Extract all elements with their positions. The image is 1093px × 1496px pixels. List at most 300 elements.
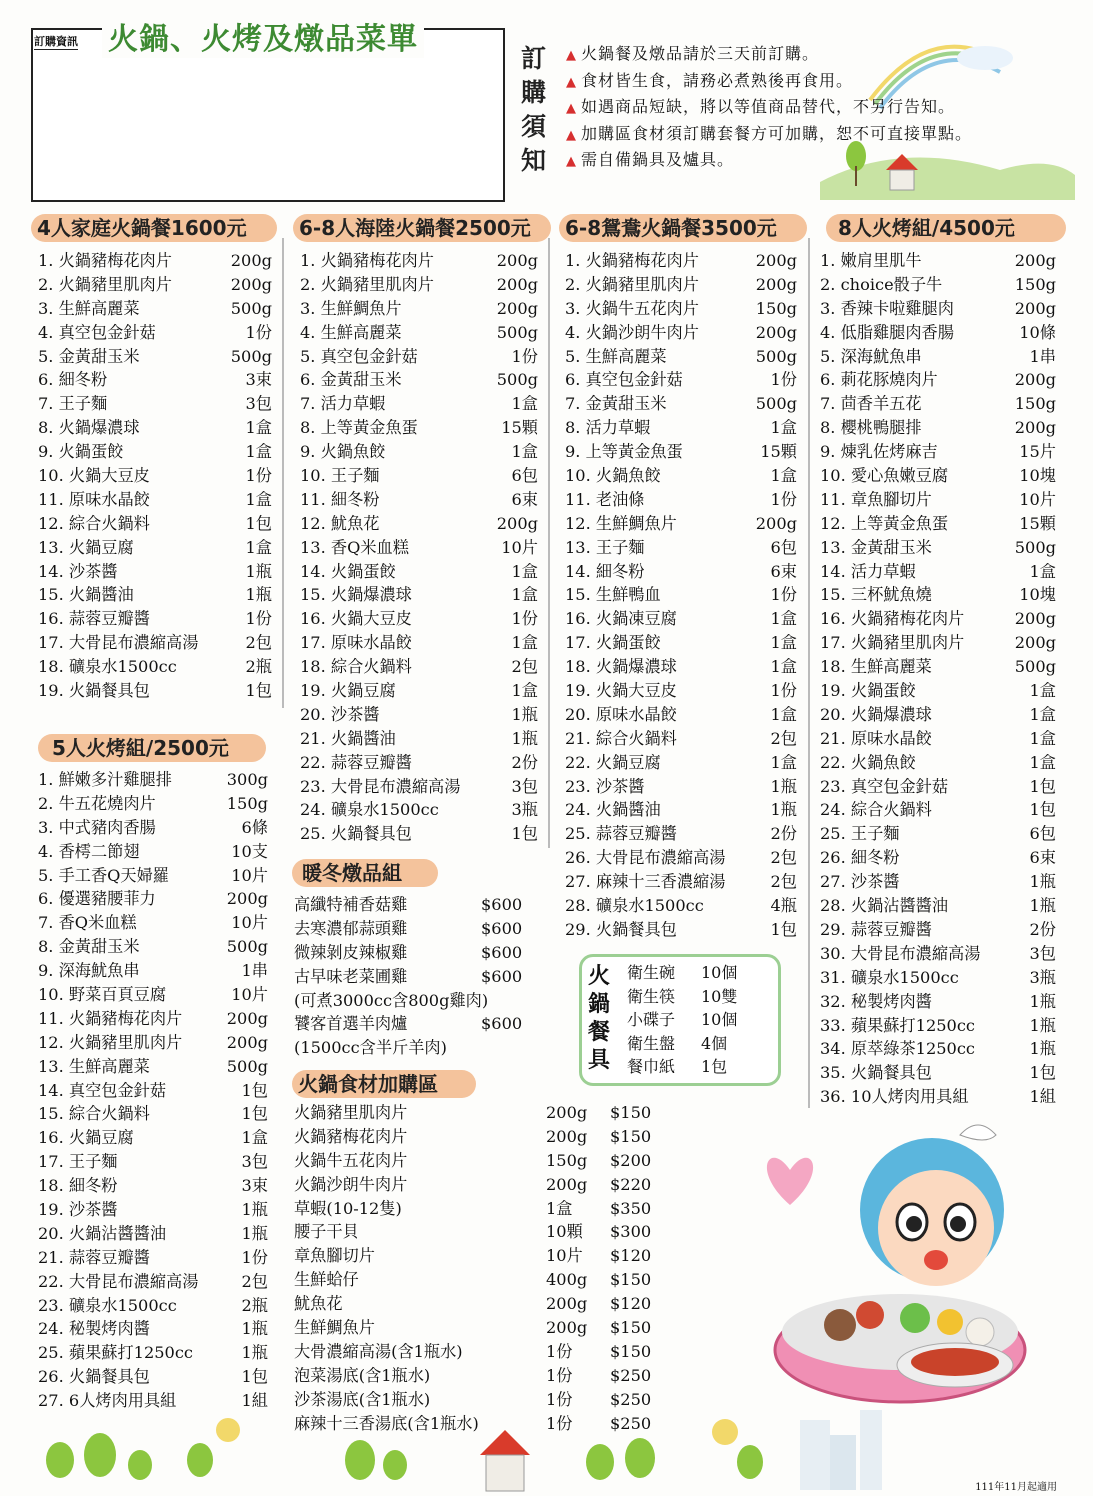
menu-item-name: 9. 火鍋魚餃 [300, 442, 386, 462]
menu-item-name: 22. 火鍋魚餃 [820, 752, 916, 772]
menu-item-name: 30. 大骨昆布濃縮高湯 [820, 943, 981, 963]
menu-item [38, 321, 272, 345]
menu-item-name: 12. 綜合火鍋料 [38, 513, 150, 533]
menu-item-quantity: 1份 [770, 585, 797, 605]
menu-item-name: 16. 火鍋豬梅花肉片 [820, 609, 965, 629]
menu-item-name: 6. 莿花豚燒肉片 [820, 370, 938, 390]
menu-item-quantity: 3包 [241, 1152, 268, 1172]
menu-item [565, 440, 797, 464]
menu-item-name: 33. 蘋果蘇打1250cc [820, 1015, 975, 1035]
menu-item-name: 16. 火鍋大豆皮 [300, 609, 412, 629]
menu-item-name: 11. 原味水晶餃 [38, 489, 150, 509]
menu-item-quantity: 1盒 [245, 442, 272, 462]
addon-item [294, 1244, 664, 1268]
menu-item-quantity: 1盒 [1029, 561, 1056, 581]
menu-item-quantity: 200g [755, 513, 797, 533]
menu-item-quantity: 6束 [511, 489, 538, 509]
menu-item [300, 631, 538, 655]
menu-item-name: 21. 原味水晶餃 [820, 728, 932, 748]
menu-item-name: 7. 茴香羊五花 [820, 394, 922, 414]
utensil-item-quantity: 10個 [701, 1010, 738, 1029]
addon-item-name: 腰子干貝 [294, 1222, 359, 1242]
menu-item-name: 13. 生鮮高麗菜 [38, 1056, 150, 1076]
menu-item [38, 536, 272, 560]
menu-item-quantity: 3瓶 [511, 800, 538, 820]
menu-item [38, 368, 272, 392]
menu-item-name: 25. 蒜蓉豆瓣醬 [565, 824, 677, 844]
menu-item [565, 775, 797, 799]
stew-item-name: (可煮3000cc含800g雞肉) [294, 990, 489, 1010]
menu-item-quantity: 1包 [770, 919, 797, 939]
family-hotpot-list [38, 249, 272, 703]
menu-item-name: 6. 細冬粉 [38, 370, 108, 390]
menu-item [565, 321, 797, 345]
menu-item [565, 679, 797, 703]
addon-item-price: $250 [610, 1365, 652, 1385]
menu-item-quantity: 500g [230, 298, 272, 318]
menu-item [820, 416, 1056, 440]
addon-item-quantity: 200g [546, 1318, 588, 1338]
menu-item [820, 966, 1056, 990]
menu-item-name: 21. 綜合火鍋料 [565, 728, 677, 748]
menu-item-name: 10. 愛心魚嫩豆腐 [820, 466, 949, 486]
menu-item-quantity: 2包 [770, 728, 797, 748]
notice-item: ▲ 加購區食材須訂購套餐方可加購，恕不可直接單點。 [566, 122, 972, 149]
utensil-item-name: 衛生碗 [627, 963, 676, 982]
menu-item-name: 14. 火鍋蛋餃 [300, 561, 396, 581]
menu-item-quantity: 200g [230, 274, 272, 294]
menu-item-name: 22. 火鍋豆腐 [565, 752, 661, 772]
menu-item-quantity: 150g [1014, 274, 1056, 294]
menu-item-quantity: 10條 [1019, 322, 1056, 342]
utensil-item-quantity: 10雙 [701, 986, 738, 1006]
menu-item [300, 536, 538, 560]
addon-item-price: $150 [610, 1270, 652, 1290]
addon-item-name: 沙茶湯底(含1瓶水) [294, 1389, 431, 1409]
menu-item-name: 12. 上等黃金魚蛋 [820, 513, 949, 533]
menu-item-quantity: 6條 [241, 817, 268, 837]
menu-item-name: 24. 礦泉水1500cc [300, 800, 439, 820]
addon-item-name: 生鮮鯛魚片 [294, 1318, 375, 1338]
menu-item [820, 942, 1056, 966]
menu-item-quantity: 1瓶 [770, 800, 797, 820]
menu-item-name: 3. 火鍋牛五花肉片 [565, 298, 699, 318]
menu-item-quantity: 200g [755, 251, 797, 270]
menu-item-quantity: 1份 [770, 681, 797, 701]
menu-item [565, 416, 797, 440]
menu-item-name: 17. 火鍋豬里肌肉片 [820, 633, 965, 653]
addon-item-price: $150 [610, 1341, 652, 1361]
menu-item-name: 18. 綜合火鍋料 [300, 657, 412, 677]
notice-item: ▲ 需自備鍋具及爐具。 [566, 148, 972, 175]
menu-item-quantity: 2包 [770, 872, 797, 892]
addon-item [294, 1173, 664, 1197]
menu-item-quantity: 1盒 [245, 418, 272, 438]
menu-item-name: 7. 金黃甜玉米 [565, 394, 667, 414]
menu-item-quantity: 1盒 [770, 609, 797, 629]
menu-item-quantity: 15顆 [760, 442, 797, 462]
addon-item-price: $150 [610, 1103, 652, 1122]
menu-item [820, 918, 1056, 942]
menu-item [300, 775, 538, 799]
menu-item-name: 3. 香辣卡啦雞腿肉 [820, 298, 954, 318]
addon-item-price: $250 [610, 1389, 652, 1409]
menu-item [38, 560, 272, 584]
menu-item [565, 464, 797, 488]
menu-item-name: 4. 生鮮高麗菜 [300, 322, 402, 342]
menu-item-quantity: 200g [230, 251, 272, 270]
menu-item-quantity: 200g [1014, 251, 1056, 270]
menu-item-quantity: 6束 [1029, 848, 1056, 868]
menu-item [300, 345, 538, 369]
menu-item-quantity: 1包 [241, 1104, 268, 1124]
menu-item [820, 392, 1056, 416]
menu-item-quantity: 200g [226, 1008, 268, 1028]
menu-item [300, 249, 538, 273]
stew-item [294, 893, 544, 917]
addon-item-name: 草蝦(10-12隻) [294, 1198, 402, 1218]
menu-item-quantity: 200g [496, 274, 538, 294]
menu-item-name: 15. 生鮮鴨血 [565, 585, 661, 605]
menu-item [820, 536, 1056, 560]
menu-item-quantity: 2份 [1029, 919, 1056, 939]
menu-item-name: 1. 火鍋豬梅花肉片 [565, 251, 699, 270]
menu-item-quantity: 1份 [511, 609, 538, 629]
menu-item [565, 655, 797, 679]
menu-item [38, 679, 272, 703]
menu-item [38, 840, 268, 864]
addon-item-name: 火鍋豬梅花肉片 [294, 1126, 408, 1146]
utensil-item-name: 小碟子 [627, 1010, 676, 1029]
menu-item-quantity: 1瓶 [1029, 872, 1056, 892]
menu-item-name: 6. 真空包金針菇 [565, 370, 683, 390]
menu-item [565, 870, 797, 894]
menu-item-name: 14. 真空包金針菇 [38, 1080, 167, 1100]
menu-item [300, 822, 538, 846]
menu-item [565, 798, 797, 822]
menu-item-name: 1. 火鍋豬梅花肉片 [38, 251, 172, 270]
menu-item [565, 273, 797, 297]
menu-item [38, 1055, 268, 1079]
addon-item [294, 1268, 664, 1292]
addon-item-price: $200 [610, 1150, 652, 1170]
stew-heading: 暖冬燉品組 [292, 859, 438, 887]
menu-item-name: 35. 火鍋餐具包 [820, 1063, 932, 1083]
menu-item-quantity: 10片 [231, 985, 268, 1005]
menu-item-quantity: 1盒 [245, 537, 272, 557]
menu-item [820, 870, 1056, 894]
utensil-item-quantity: 10個 [701, 963, 738, 982]
menu-item-quantity: 1份 [511, 346, 538, 366]
menu-item-quantity: 10支 [231, 841, 268, 861]
addon-item-price: $150 [610, 1126, 652, 1146]
menu-item [820, 607, 1056, 631]
menu-item-name: 19. 沙茶醬 [38, 1200, 118, 1220]
menu-item-name: 3. 生鮮高麗菜 [38, 298, 140, 318]
menu-item-name: 5. 生鮮高麗菜 [565, 346, 667, 366]
menu-item [820, 1085, 1056, 1109]
menu-item-quantity: 1盒 [1029, 752, 1056, 772]
menu-item-name: 9. 煉乳佐烤麻吉 [820, 442, 938, 462]
utensil-item [627, 1008, 747, 1032]
menu-item-name: 22. 蒜蓉豆瓣醬 [300, 752, 412, 772]
menu-item-quantity: 1份 [245, 609, 272, 629]
menu-item [820, 583, 1056, 607]
menu-item [820, 822, 1056, 846]
menu-item-name: 20. 火鍋爆濃球 [820, 704, 932, 724]
menu-item-name: 26. 火鍋餐具包 [38, 1367, 150, 1387]
notice-item: ▲ 火鍋餐及燉品請於三天前訂購。 [566, 42, 972, 69]
column-divider [808, 238, 810, 1108]
menu-item-quantity: 1包 [245, 513, 272, 533]
menu-item-quantity: 1份 [770, 370, 797, 390]
column-divider [282, 238, 284, 708]
menu-item-quantity: 1包 [511, 824, 538, 844]
menu-item [565, 345, 797, 369]
menu-item-quantity: 6束 [770, 561, 797, 581]
menu-item [300, 727, 538, 751]
menu-item [820, 631, 1056, 655]
addon-item-name: 麻辣十三香湯底(含1瓶水) [294, 1413, 479, 1433]
menu-item [38, 935, 268, 959]
menu-item-quantity: 1瓶 [241, 1200, 268, 1220]
menu-item [300, 464, 538, 488]
menu-item [300, 297, 538, 321]
menu-item-name: 9. 火鍋蛋餃 [38, 442, 124, 462]
menu-item-quantity: 1份 [245, 466, 272, 486]
menu-item [300, 416, 538, 440]
menu-item [38, 583, 272, 607]
menu-item-name: 1. 嫩肩里肌牛 [820, 251, 922, 270]
utensil-label: 火鍋餐具 [588, 963, 611, 1073]
menu-item-name: 28. 火鍋沾醬醬油 [820, 896, 949, 916]
utensil-item [627, 961, 747, 985]
addon-item-price: $300 [610, 1222, 652, 1242]
stew-item-price: $600 [481, 918, 523, 938]
menu-item-name: 11. 章魚腳切片 [820, 489, 932, 509]
menu-item [38, 345, 272, 369]
menu-item-quantity: 150g [226, 793, 268, 813]
utensil-item [627, 985, 747, 1009]
menu-item [38, 816, 268, 840]
menu-item-quantity: 200g [226, 889, 268, 909]
menu-item-quantity: 200g [496, 251, 538, 270]
menu-item-name: 10. 野菜百頁豆腐 [38, 985, 167, 1005]
menu-item-name: 8. 火鍋爆濃球 [38, 418, 140, 438]
menu-item [38, 983, 268, 1007]
stew-item-price: $600 [481, 942, 523, 962]
menu-item-name: 19. 火鍋豆腐 [300, 681, 396, 701]
menu-item-name: 25. 王子麵 [820, 824, 900, 844]
addon-item-name: 火鍋沙朗牛肉片 [294, 1174, 408, 1194]
menu-item-name: 18. 火鍋爆濃球 [565, 657, 677, 677]
addon-item-price: $150 [610, 1318, 652, 1338]
menu-item-name: 27. 沙茶醬 [820, 872, 900, 892]
menu-item-name: 25. 蘋果蘇打1250cc [38, 1343, 193, 1363]
addon-item-name: 火鍋豬里肌肉片 [294, 1103, 408, 1122]
menu-item [38, 464, 272, 488]
menu-item-name: 7. 香Q米血糕 [38, 913, 137, 933]
menu-item [38, 1102, 268, 1126]
menu-item-quantity: 1瓶 [1029, 1015, 1056, 1035]
menu-item-name: 21. 火鍋醬油 [300, 728, 396, 748]
menu-item-quantity: 3包 [1029, 943, 1056, 963]
addon-item-quantity: 150g [546, 1150, 588, 1170]
menu-item-quantity: 2份 [770, 824, 797, 844]
menu-item [38, 1007, 268, 1031]
addon-item [294, 1149, 664, 1173]
menu-item-name: 5. 深海魷魚串 [820, 346, 922, 366]
menu-item-name: 2. 火鍋豬里肌肉片 [300, 274, 434, 294]
addon-item-price: $350 [610, 1198, 652, 1218]
menu-item [38, 440, 272, 464]
menu-item [38, 768, 268, 792]
menu-item [565, 512, 797, 536]
menu-item [38, 959, 268, 983]
menu-item-quantity: 1瓶 [1029, 1039, 1056, 1059]
menu-item [38, 1079, 268, 1103]
effective-date-note: 111年11月起適用 [975, 1482, 1057, 1493]
menu-item [820, 798, 1056, 822]
menu-item-name: 21. 蒜蓉豆瓣醬 [38, 1247, 150, 1267]
seafood-hotpot-heading: 6-8人海陸火鍋餐2500元 [293, 214, 551, 242]
menu-item-quantity: 1瓶 [241, 1343, 268, 1363]
utensil-item-quantity: 4個 [701, 1033, 728, 1053]
menu-item [565, 249, 797, 273]
menu-item [565, 560, 797, 584]
menu-item-name: 32. 秘製烤肉醬 [820, 991, 932, 1011]
menu-item [300, 798, 538, 822]
menu-item-quantity: 6包 [511, 466, 538, 486]
menu-item-name: 23. 真空包金針菇 [820, 776, 949, 796]
menu-item-name: 36. 10人烤肉用具組 [820, 1087, 969, 1107]
menu-item-quantity: 10片 [501, 537, 538, 557]
addon-item-quantity: 200g [546, 1174, 588, 1194]
notice-item: ▲ 如遇商品短缺，將以等值商品替代，不另行告知。 [566, 95, 972, 122]
menu-item [820, 751, 1056, 775]
menu-item [38, 1341, 268, 1365]
menu-item [38, 1198, 268, 1222]
menu-item-quantity: 2包 [511, 657, 538, 677]
addon-heading: 火鍋食材加購區 [292, 1070, 476, 1098]
menu-item-name: 4. 真空包金針菇 [38, 322, 156, 342]
menu-item-quantity: 1瓶 [1029, 991, 1056, 1011]
menu-item-name: 1. 火鍋豬梅花肉片 [300, 251, 434, 270]
menu-item-quantity: 500g [755, 346, 797, 366]
stew-item [294, 989, 544, 1013]
menu-item-quantity: 1瓶 [241, 1223, 268, 1243]
addon-item-price: $250 [610, 1413, 652, 1433]
menu-item-quantity: 200g [1014, 633, 1056, 653]
menu-item-quantity: 1包 [241, 1080, 268, 1100]
stew-item [294, 917, 544, 941]
menu-item [38, 1246, 268, 1270]
addon-item [294, 1388, 664, 1412]
utensil-item-quantity: 1包 [701, 1057, 728, 1076]
menu-item [300, 440, 538, 464]
hotpot-mascot-illustration [750, 1110, 1050, 1430]
addon-item [294, 1125, 664, 1149]
menu-item [38, 297, 272, 321]
menu-item [820, 1014, 1056, 1038]
stew-item-name: 高纖特補香菇雞 [294, 895, 408, 914]
menu-item [565, 607, 797, 631]
stew-list [294, 893, 544, 1060]
menu-item-quantity: 1瓶 [770, 776, 797, 796]
menu-item-name: 14. 沙茶醬 [38, 561, 118, 581]
menu-item [565, 751, 797, 775]
menu-item [38, 1222, 268, 1246]
menu-item [300, 273, 538, 297]
menu-item-quantity: 10塊 [1019, 585, 1056, 605]
menu-item-name: 23. 大骨昆布濃縮高湯 [300, 776, 461, 796]
menu-item-quantity: 1盒 [770, 418, 797, 438]
menu-item-name: 18. 細冬粉 [38, 1176, 118, 1196]
menu-item [565, 918, 797, 942]
menu-item-quantity: 1盒 [770, 752, 797, 772]
menu-item [38, 1031, 268, 1055]
menu-item-name: 7. 王子麵 [38, 394, 108, 414]
menu-item-quantity: 6包 [1029, 824, 1056, 844]
menu-item-quantity: 1盒 [770, 466, 797, 486]
menu-item-quantity: 1盒 [511, 561, 538, 581]
menu-item-quantity: 500g [226, 937, 268, 957]
menu-item-name: 1. 鮮嫩多汁雞腿排 [38, 770, 172, 789]
menu-item-name: 8. 上等黃金魚蛋 [300, 418, 418, 438]
menu-item-name: 12. 火鍋豬里肌肉片 [38, 1032, 183, 1052]
menu-item-name: 27. 6人烤肉用具組 [38, 1391, 177, 1411]
menu-item [38, 1317, 268, 1341]
stew-item-name: 饕客首選羊肉爐 [294, 1014, 408, 1034]
menu-item-name: 6. 金黃甜玉米 [300, 370, 402, 390]
menu-item-name: 31. 礦泉水1500cc [820, 967, 959, 987]
menu-item-name: 8. 櫻桃鴨腿排 [820, 418, 922, 438]
menu-item-quantity: 500g [496, 370, 538, 390]
column-divider [548, 238, 550, 848]
menu-item [820, 368, 1056, 392]
menu-item [300, 679, 538, 703]
menu-item [38, 1365, 268, 1389]
menu-item [820, 1037, 1056, 1061]
menu-item-quantity: 1盒 [511, 585, 538, 605]
menu-item-name: 15. 三杯魷魚燒 [820, 585, 932, 605]
menu-item [565, 583, 797, 607]
menu-item-quantity: 2包 [241, 1271, 268, 1291]
stew-item [294, 1012, 544, 1036]
menu-item-name: 6. 優選豬腰菲力 [38, 889, 156, 909]
menu-item [38, 249, 272, 273]
menu-item [38, 488, 272, 512]
menu-item-quantity: 15顆 [501, 418, 538, 438]
menu-item [300, 368, 538, 392]
menu-item-quantity: 200g [755, 322, 797, 342]
addon-item-quantity: 1份 [546, 1389, 573, 1409]
menu-item [820, 297, 1056, 321]
menu-item [565, 894, 797, 918]
menu-item-quantity: 1瓶 [511, 704, 538, 724]
stew-item-name: (1500cc含半斤羊肉) [294, 1038, 447, 1058]
menu-item-name: 20. 火鍋沾醬醬油 [38, 1223, 167, 1243]
menu-item-quantity: 1盒 [511, 394, 538, 414]
utensil-item [627, 1055, 747, 1079]
addon-item-name: 魷魚花 [294, 1294, 343, 1314]
menu-item-name: 28. 礦泉水1500cc [565, 896, 704, 916]
menu-item-name: 20. 原味水晶餃 [565, 704, 677, 724]
stew-item-price: $600 [481, 1014, 523, 1034]
menu-item-name: 22. 大骨昆布濃縮高湯 [38, 1271, 199, 1291]
addon-item-quantity: 200g [546, 1103, 588, 1122]
menu-item-name: 12. 生鮮鯛魚片 [565, 513, 677, 533]
